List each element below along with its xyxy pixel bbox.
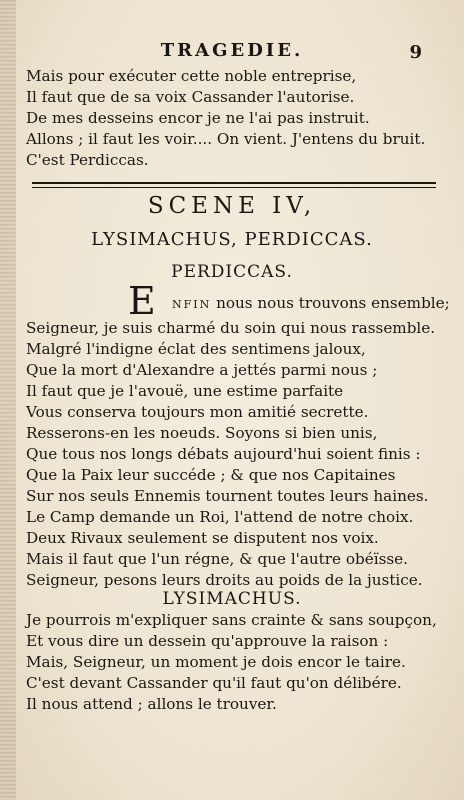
verse-line: Mais, Seigneur, un moment je dois encor le taire. bbox=[26, 653, 406, 671]
speaker-perdiccas: PERDICCAS. bbox=[171, 262, 293, 282]
section-rule bbox=[32, 182, 436, 184]
scene-title: SCENE IV, bbox=[147, 193, 317, 219]
speaker-lysimachus: LYSIMACHUS. bbox=[162, 589, 302, 609]
first-line-rest: nous nous trouvons ensemble; bbox=[216, 294, 450, 312]
verse-line: Vous conserva toujours mon amitié secrette. bbox=[26, 403, 369, 421]
verse-line: Seigneur, je suis charmé du soin qui nous rassemble. bbox=[26, 319, 436, 337]
verse-line: Malgré l'indigne éclat des sentimens jaloux, bbox=[26, 340, 366, 358]
running-title: TRAGEDIE. bbox=[160, 40, 304, 61]
scene-characters: LYSIMACHUS, PERDICCAS. bbox=[91, 229, 373, 250]
verse-line: Il nous attend ; allons le trouver. bbox=[26, 695, 277, 713]
page-number: 9 bbox=[409, 42, 422, 63]
lysimachus-speech bbox=[26, 610, 446, 715]
verse-line: Mais pour exécuter cette noble entreprise, bbox=[26, 67, 357, 85]
verse-line: C'est devant Cassander qu'il faut qu'on délibére. bbox=[26, 674, 402, 692]
verse-line: C'est Perdiccas. bbox=[26, 151, 149, 169]
verse-line: Deux Rivaux seulement se disputent nos voix. bbox=[26, 529, 379, 547]
verse-line: Il faut que je l'avouë, une estime parfaite bbox=[26, 382, 344, 400]
drop-cap: E bbox=[128, 279, 156, 323]
verse-line: Et vous dire un dessein qu'approuve la raison : bbox=[26, 632, 389, 650]
verse-line: Que tous nos longs débats aujourd'hui soient finis : bbox=[26, 445, 421, 463]
verse-line: De mes desseins encor je ne l'ai pas instruit. bbox=[26, 109, 370, 127]
verse-line: Seigneur, pesons leurs droits au poids de la justice. bbox=[26, 571, 423, 589]
verse-line: Que la Paix leur succéde ; & que nos Capitaines bbox=[26, 466, 396, 484]
opening-verses bbox=[26, 66, 446, 171]
verse-line: Resserons-en les noeuds. Soyons si bien unis, bbox=[26, 424, 378, 442]
first-verse-line bbox=[172, 294, 450, 312]
verse-line: Que la mort d'Alexandre a jettés parmi nous ; bbox=[26, 361, 378, 379]
perdiccas-speech bbox=[26, 318, 446, 591]
page-header bbox=[0, 40, 464, 64]
verse-line: Je pourrois m'expliquer sans crainte & sans soupçon, bbox=[26, 611, 437, 629]
first-word: NFIN bbox=[172, 298, 212, 311]
verse-line: Le Camp demande un Roi, l'attend de notre choix. bbox=[26, 508, 414, 526]
verse-line: Il faut que de sa voix Cassander l'autorise. bbox=[26, 88, 355, 106]
verse-line: Sur nos seuls Ennemis tournent toutes leurs haines. bbox=[26, 487, 429, 505]
drop-cap-line bbox=[26, 279, 450, 323]
page-gutter bbox=[0, 0, 16, 800]
verse-line: Mais il faut que l'un régne, & que l'autre obéïsse. bbox=[26, 550, 408, 568]
verse-line: Allons ; il faut les voir.... On vient. J'entens du bruit. bbox=[26, 130, 426, 148]
